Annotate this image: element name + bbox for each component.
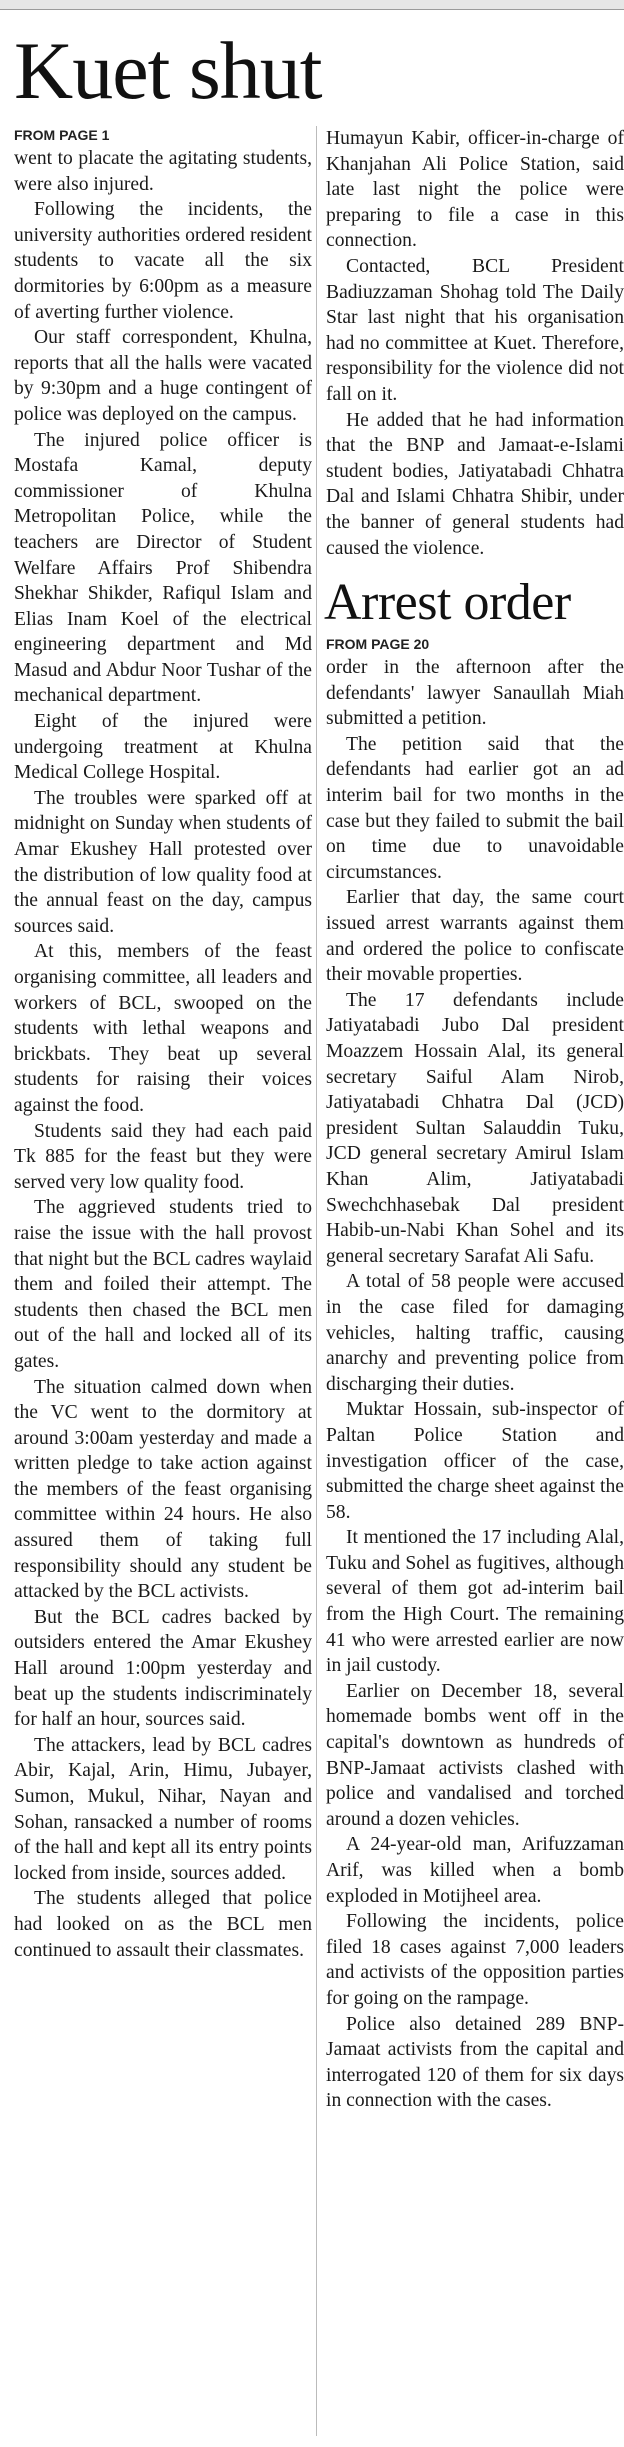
paragraph: The troubles were sparked off at midnight on Sunday when students of Amar Ekushey Hall protested over the distribution of low quality food at the annual feast on the day, campus sources said.	[14, 787, 312, 937]
paragraph: Police also detained 289 BNP-Jamaat activists from the capital and interrogated 120 of them for six days in connection with the cases.	[326, 2013, 624, 2112]
arrest-order-headline: Arrest order	[324, 574, 571, 632]
paragraph: Humayun Kabir, officer-in-charge of Khanjahan Ali Police Station, said late last night the police were preparing to file a case in this connection.	[326, 128, 624, 252]
jump-line-page-20: FROM PAGE 20	[326, 636, 430, 653]
paragraph: Students said they had each paid Tk 885 for the feast but they were served very low quality food.	[14, 1120, 312, 1193]
paragraph: Contacted, BCL President Badiuzzaman Shohag told The Daily Star last night that his organisation had no committee at Kuet. Therefore, responsibility for the violence did not fall on it.	[326, 255, 624, 405]
jump-line-page-1: FROM PAGE 1	[14, 127, 110, 143]
paragraph: Our staff correspondent, Khulna, reports that all the halls were vacated by 9:30pm and a huge contingent of police was deployed on the campus.	[14, 327, 312, 425]
column-divider	[316, 126, 317, 2436]
page-top-strip	[0, 0, 624, 10]
paragraph: He added that he had information that the BNP and Jamaat-e-Islami student bodies, Jatiyatabadi Chhatra Dal and Islami Chhatra Shibir, under the banner of general students had caused the violence.	[326, 409, 624, 559]
paragraph: went to placate the agitating students, were also injured.	[14, 148, 312, 195]
paragraph: The injured police officer is Mostafa Kamal, deputy commissioner of Khulna Metropolitan Police, while the teachers are Director of Student Welfare Affairs Prof Shibendra Shekhar Shikder, Rafiqul Islam and Elias Inam Koel of the electrical engineering department and Md Masud and Abdur Noor Tushar of the mechanical department.	[14, 429, 312, 707]
paragraph: Following the incidents, the university authorities ordered resident students to vacate all the six dormitories by 6:00pm as a measure of averting further violence.	[14, 199, 312, 323]
paragraph: The 17 defendants include Jatiyatabadi Jubo Dal president Moazzem Hossain Alal, its general secretary Saiful Alam Nirob, Jatiyatabadi Chhatra Dal (JCD) president Sultan Salauddin Tuku, JCD general secretary Amirul Islam Khan Alim, Jatiyatabadi Swechchhasebak Dal president Habib-un-Nabi Khan Sohel and its general secretary Sarafat Ali Safu.	[326, 989, 624, 1267]
paragraph: The aggrieved students tried to raise the issue with the hall provost that night but the BCL cadres waylaid them and foiled their attempt. The students then chased the BCL men out of the hall and locked all of its gates.	[14, 1197, 312, 1372]
paragraph: The petition said that the defendants had earlier got an ad interim bail for two months in the case but they failed to submit the bail on time due to unavoidable circumstances.	[326, 733, 624, 883]
paragraph: The situation calmed down when the VC went to the dormitory at around 3:00am yesterday and made a written pledge to take action against the members of the feast organising committee within 24 hours. He also assured them of taking full responsibility should any student be attacked by the BCL activists.	[14, 1376, 312, 1603]
paragraph: Earlier on December 18, several homemade bombs went off in the capital's downtown as hundreds of BNP-Jamaat activists clashed with police and vandalised and torched around a dozen vehicles.	[326, 1680, 624, 1830]
paragraph: It mentioned the 17 including Alal, Tuku and Sohel as fugitives, although several of them got ad-interim bail from the High Court. The remaining 41 who were arrested earlier are now in jail custody.	[326, 1527, 624, 1677]
paragraph: But the BCL cadres backed by outsiders entered the Amar Ekushey Hall around 1:00pm yesterday and beat up the students indiscriminately for half an hour, sources said.	[14, 1606, 312, 1731]
headline: Kuet shut	[14, 25, 322, 116]
paragraph: Earlier that day, the same court issued arrest warrants against them and ordered the police to confiscate their movable properties.	[326, 887, 624, 986]
paragraph: Following the incidents, police filed 18 cases against 7,000 leaders and activists of the opposition parties for going on the rampage.	[326, 1911, 624, 2009]
paragraph: Muktar Hossain, sub-inspector of Paltan Police Station and investigation officer of the case, submitted the charge sheet against the 58.	[326, 1399, 624, 1523]
story-kuet-left-column	[14, 126, 312, 1963]
paragraph: A total of 58 people were accused in the case filed for damaging vehicles, halting traffic, causing anarchy and preventing police from discharging their duties.	[326, 1271, 624, 1395]
paragraph: order in the afternoon after the defendants' lawyer Sanaullah Miah submitted a petition.	[326, 657, 624, 730]
paragraph: A 24-year-old man, Arifuzzaman Arif, was killed when a bomb exploded in Motijheel area.	[326, 1834, 624, 1907]
paragraph: The attackers, lead by BCL cadres Abir, Kajal, Arin, Himu, Jubayer, Sumon, Mukul, Nihar, Nayan and Sohan, ransacked a number of rooms of the hall and kept all its entry points locked from inside, sources added.	[14, 1734, 312, 1884]
paragraph: Eight of the injured were undergoing treatment at Khulna Medical College Hospital.	[14, 711, 312, 784]
right-column	[326, 126, 624, 2114]
paragraph: The students alleged that police had looked on as the BCL men continued to assault their classmates.	[14, 1888, 312, 1961]
paragraph: At this, members of the feast organising committee, all leaders and workers of BCL, swooped on the students with lethal weapons and brickbats. They beat up several students for raising their voices against the food.	[14, 941, 312, 1116]
